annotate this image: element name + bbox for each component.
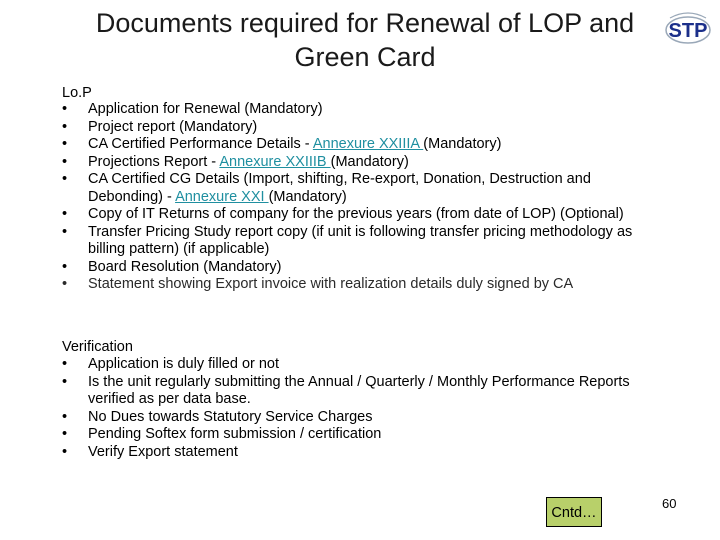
verification-heading: Verification [62, 339, 133, 355]
bullet: • [62, 258, 68, 275]
bullet: • [62, 443, 68, 460]
item-text-suffix: (Mandatory) [330, 153, 409, 170]
bullet: • [62, 206, 68, 222]
list-item [62, 171, 652, 206]
item-text: Statement showing Export invoice with realization details duly signed by CA [88, 276, 574, 292]
slide-title [60, 6, 670, 74]
bullet: • [62, 223, 68, 240]
bullet: • [62, 276, 68, 292]
item-text: Projections Report - [88, 153, 220, 170]
title-line-1: Documents required for Renewal of LOP and [95, 8, 635, 38]
bullet: • [62, 153, 68, 170]
list-item [62, 224, 652, 259]
list-item [62, 356, 652, 374]
list-item [62, 259, 652, 277]
annexure-link[interactable]: Annexure XXI [175, 188, 269, 205]
lop-document-list [62, 101, 652, 294]
list-item [62, 119, 652, 137]
list-item [62, 154, 652, 172]
list-item [62, 374, 652, 409]
page-number: 60 [662, 496, 677, 511]
item-text: Pending Softex form submission / certification [88, 426, 382, 442]
list-item [62, 136, 652, 154]
list-item [62, 426, 652, 444]
item-text: Project report (Mandatory) [88, 118, 258, 135]
lop-heading: Lo.P [62, 85, 92, 101]
stp-logo [664, 8, 712, 48]
item-text: Transfer Pricing Study report copy (if unit is following transfer pricing methodology as billing pattern) (if applicable) [88, 223, 633, 257]
bullet: • [62, 408, 68, 425]
item-text: Application for Renewal (Mandatory) [88, 101, 323, 117]
item-text: No Dues towards Statutory Service Charges [88, 408, 373, 425]
item-text: Application is duly filled or not [88, 356, 280, 372]
title-line-2: Green Card [294, 42, 436, 72]
bullet: • [62, 101, 68, 117]
logo-text: STP [668, 20, 708, 42]
item-text-suffix: (Mandatory) [423, 136, 502, 152]
bullet: • [62, 171, 68, 187]
item-text: Board Resolution (Mandatory) [88, 258, 282, 275]
continued-button[interactable]: Cntd… [546, 497, 602, 527]
bullet: • [62, 118, 68, 135]
item-text: Verify Export statement [88, 443, 238, 460]
item-text: CA Certified Performance Details - [88, 136, 313, 152]
list-item [62, 206, 652, 224]
bullet: • [62, 356, 68, 372]
annexure-link[interactable]: Annexure XXIIIB [219, 153, 331, 170]
list-item [62, 444, 652, 462]
bullet: • [62, 373, 68, 390]
item-text: Copy of IT Returns of company for the previous years (from date of LOP) (Optional) [88, 206, 624, 222]
bullet: • [62, 426, 68, 442]
list-item [62, 276, 652, 294]
list-item [62, 101, 652, 119]
item-text: Is the unit regularly submitting the Annual / Quarterly / Monthly Performance Reports verified as per data base. [88, 373, 630, 407]
verification-list [62, 356, 652, 461]
list-item [62, 409, 652, 427]
item-text-suffix: (Mandatory) [268, 188, 347, 205]
item-text: CA Certified CG Details (Import, shifting, Re-export, Donation, Destruction and Debonding) - [88, 171, 591, 205]
annexure-link[interactable]: Annexure XXIIIA [312, 136, 424, 152]
bullet: • [62, 136, 68, 152]
